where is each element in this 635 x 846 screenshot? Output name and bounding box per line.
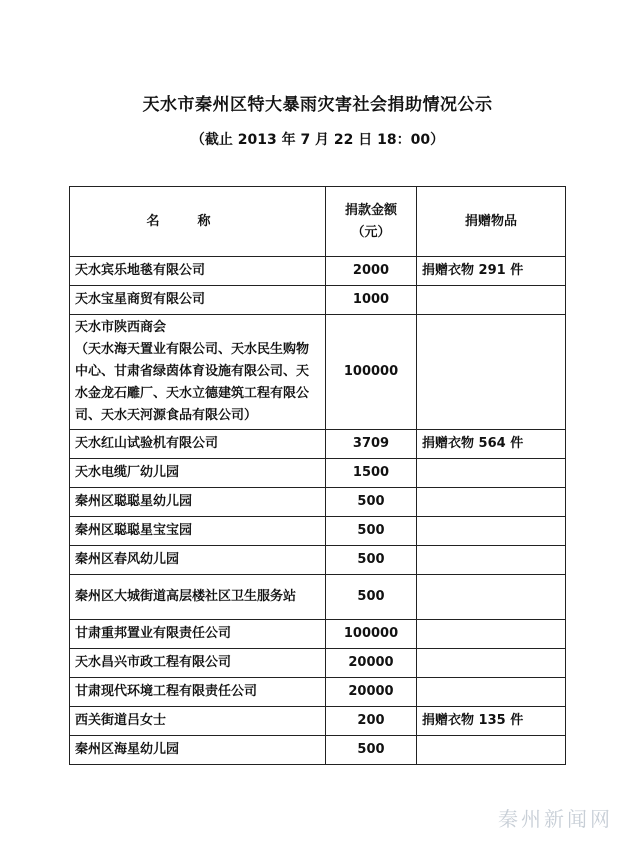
cell-amount: 100000 xyxy=(326,315,417,430)
cell-items: 捐赠衣物 291 件 xyxy=(417,257,566,286)
table-body xyxy=(70,257,566,765)
header-amount xyxy=(326,187,417,257)
cell-donor-name xyxy=(70,459,326,488)
header-items: 捐赠物品 xyxy=(417,187,566,257)
cell-donor-name xyxy=(70,430,326,459)
cell-items xyxy=(417,315,566,430)
table-row xyxy=(70,315,566,430)
cell-amount: 200 xyxy=(326,707,417,736)
page-title: 天水市秦州区特大暴雨灾害社会捐助情况公示 xyxy=(142,95,493,115)
cell-amount: 2000 xyxy=(326,257,417,286)
page-subtitle: （截止 2013 年 7 月 22 日 18：00） xyxy=(190,132,445,148)
donor-name: 天水红山试验机有限公司 xyxy=(75,436,219,451)
table-row xyxy=(70,488,566,517)
cell-donor-name xyxy=(70,649,326,678)
cell-items: 捐赠衣物 135 件 xyxy=(417,707,566,736)
cell-amount: 500 xyxy=(326,488,417,517)
cell-items xyxy=(417,736,566,765)
cell-amount: 1000 xyxy=(326,286,417,315)
cell-donor-name xyxy=(70,678,326,707)
cell-items xyxy=(417,678,566,707)
cell-donor-name xyxy=(70,517,326,546)
cell-donor-name xyxy=(70,546,326,575)
cell-amount: 500 xyxy=(326,517,417,546)
donor-name: 秦州区海星幼儿园 xyxy=(75,742,180,757)
cell-items xyxy=(417,575,566,620)
table-row xyxy=(70,575,566,620)
cell-amount: 20000 xyxy=(326,649,417,678)
table-row xyxy=(70,649,566,678)
header-amount-line2: （元） xyxy=(351,224,391,240)
donor-name: 秦州区聪聪星幼儿园 xyxy=(75,494,193,509)
table-row xyxy=(70,736,566,765)
cell-amount: 500 xyxy=(326,546,417,575)
cell-items xyxy=(417,459,566,488)
watermark-logo: 秦州新闻网 xyxy=(498,807,613,831)
table-row xyxy=(70,459,566,488)
cell-donor-name xyxy=(70,620,326,649)
cell-amount: 20000 xyxy=(326,678,417,707)
cell-amount: 500 xyxy=(326,575,417,620)
donor-name: 天水宾乐地毯有限公司 xyxy=(75,263,206,278)
table-row xyxy=(70,430,566,459)
table-row xyxy=(70,286,566,315)
cell-amount: 500 xyxy=(326,736,417,765)
donor-name: 天水市陕西商会 xyxy=(75,320,167,335)
cell-donor-name xyxy=(70,488,326,517)
cell-donor-name xyxy=(70,575,326,620)
cell-items xyxy=(417,546,566,575)
table-row xyxy=(70,257,566,286)
table-row xyxy=(70,707,566,736)
cell-items xyxy=(417,620,566,649)
cell-amount: 1500 xyxy=(326,459,417,488)
header-amount-line1: 捐款金额 xyxy=(344,202,397,218)
table-row xyxy=(70,546,566,575)
cell-amount: 3709 xyxy=(326,430,417,459)
cell-donor-name xyxy=(70,286,326,315)
donor-name: 秦州区大城街道高层楼社区卫生服务站 xyxy=(75,589,297,604)
donor-name: 天水昌兴市政工程有限公司 xyxy=(75,655,232,670)
cell-items xyxy=(417,649,566,678)
donor-detail: （天水海天置业有限公司、天水民生购物中心、甘肃省绿茵体育设施有限公司、天水金龙石雕厂、天水立德建筑工程有限公司、天水天河源食品有限公司） xyxy=(75,342,310,423)
table-header-row xyxy=(70,187,566,257)
cell-amount: 100000 xyxy=(326,620,417,649)
donor-name: 西关街道吕女士 xyxy=(75,713,167,728)
table-row xyxy=(70,678,566,707)
cell-donor-name xyxy=(70,315,326,430)
donor-name: 天水宝星商贸有限公司 xyxy=(75,292,206,307)
donation-table xyxy=(69,186,566,765)
donor-name: 天水电缆厂幼儿园 xyxy=(75,465,180,480)
donor-name: 甘肃重邦置业有限责任公司 xyxy=(75,626,232,641)
donor-name: 秦州区春风幼儿园 xyxy=(75,552,180,567)
cell-items: 捐赠衣物 564 件 xyxy=(417,430,566,459)
donor-name: 甘肃现代环境工程有限责任公司 xyxy=(75,684,258,699)
table-row xyxy=(70,620,566,649)
cell-items xyxy=(417,517,566,546)
cell-items xyxy=(417,286,566,315)
donor-name: 秦州区聪聪星宝宝园 xyxy=(75,523,193,538)
cell-donor-name xyxy=(70,707,326,736)
table-row xyxy=(70,517,566,546)
header-name: 名称 xyxy=(70,187,326,257)
cell-items xyxy=(417,488,566,517)
cell-donor-name xyxy=(70,257,326,286)
cell-donor-name xyxy=(70,736,326,765)
